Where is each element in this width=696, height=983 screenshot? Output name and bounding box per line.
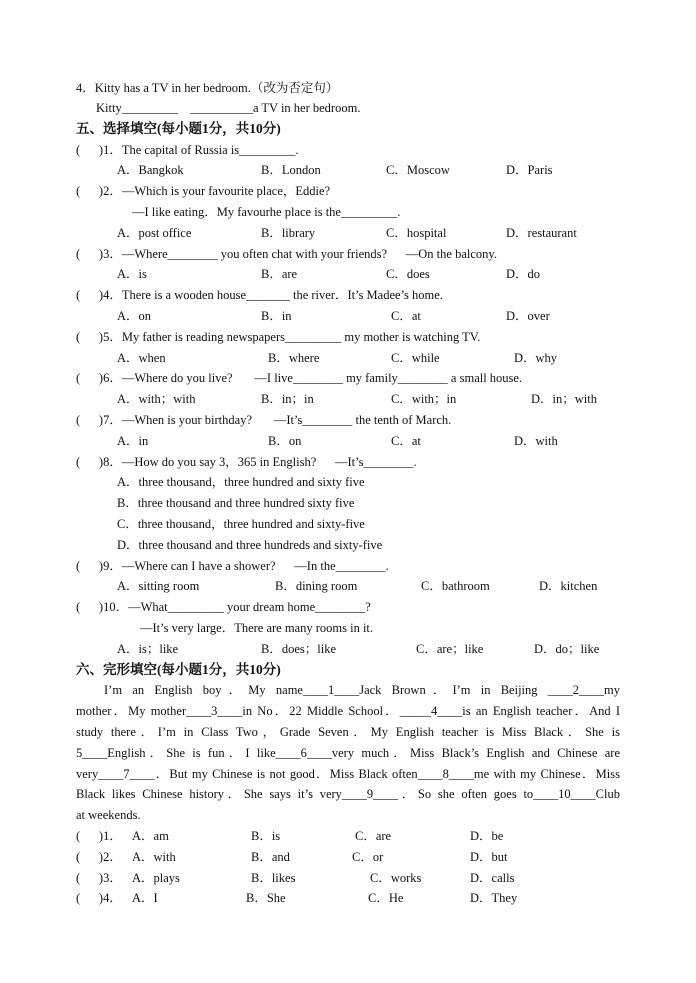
- mc-1-option-b: B．London: [261, 163, 321, 177]
- passage-line: study there．I’m in Class Two，Grade Seven．My English teacher is Miss Black．She is: [76, 725, 620, 739]
- mc-4-option-c: C．at: [391, 309, 421, 323]
- mc-3-option-b: B．are: [261, 267, 298, 281]
- cloze-2-option-c: C．or: [352, 850, 384, 864]
- mc-1-option-a: A．Bangkok: [117, 163, 184, 177]
- mc-question-6: ( )6．—Where do you live? —I live________ my family________ a small house.: [76, 371, 523, 385]
- cloze-4-option-d: D．They: [470, 891, 518, 905]
- mc-9-option-a: A．sitting room: [117, 579, 200, 593]
- cloze-1-option-c: C．are: [355, 829, 392, 843]
- mc-question-2-line2: —I like eating．My favourhe place is the_________.: [132, 205, 401, 219]
- mc-6-option-b: B．in；in: [261, 392, 314, 406]
- mc-2-option-b: B．library: [261, 226, 316, 240]
- mc-4-option-d: D．over: [506, 309, 550, 323]
- cloze-question-3: ( )3．: [76, 871, 122, 885]
- mc-7-option-c: C．at: [391, 434, 421, 448]
- passage-line: 5____English．She is fun．I like____6____very much．Miss Black’s English and Chinese are: [76, 746, 620, 760]
- cloze-1-option-a: A．am: [132, 829, 169, 843]
- mc-10-option-b: B．does；like: [261, 642, 336, 656]
- cloze-question-4: ( )4．: [76, 891, 122, 905]
- cloze-4-option-a: A．I: [132, 891, 158, 905]
- cloze-question-2: ( )2．: [76, 850, 122, 864]
- mc-2-option-a: A．post office: [117, 226, 192, 240]
- mc-question-1: ( )1．The capital of Russia is_________.: [76, 143, 299, 157]
- mc-5-option-d: D．why: [514, 351, 558, 365]
- passage-line: Black likes Chinese history．She says it’s very____9____．So she often goes to____10____Club: [76, 787, 620, 801]
- passage-line: at weekends.: [76, 808, 141, 822]
- mc-3-option-d: D．do: [506, 267, 541, 281]
- cloze-3-option-b: B．likes: [251, 871, 296, 885]
- mc-7-option-b: B．on: [268, 434, 302, 448]
- cloze-4-option-c: C．He: [368, 891, 404, 905]
- mc-5-option-a: A．when: [117, 351, 166, 365]
- mc-9-option-c: C．bathroom: [421, 579, 490, 593]
- cloze-4-option-b: B．She: [246, 891, 286, 905]
- cloze-question-1: ( )1．: [76, 829, 122, 843]
- mc-9-option-d: D．kitchen: [539, 579, 598, 593]
- cloze-2-option-b: B．and: [251, 850, 290, 864]
- passage-line: I’m an English boy．My name____1____Jack Brown．I’m in Beijing ____2____my: [104, 683, 620, 697]
- cloze-2-option-d: D．but: [470, 850, 508, 864]
- mc-5-option-c: C．while: [391, 351, 440, 365]
- mc-8-option-b: B．three thousand and three hundred sixty five: [117, 496, 355, 510]
- mc-question-8: ( )8．—How do you say 3，365 in English? —It’s________.: [76, 455, 417, 469]
- cloze-3-option-a: A．plays: [132, 871, 180, 885]
- mc-10-option-c: C．are；like: [416, 642, 484, 656]
- mc-8-option-a: A．three thousand，three hundred and sixty five: [117, 475, 365, 489]
- mc-question-9: ( )9．—Where can I have a shower? —In the________.: [76, 559, 389, 573]
- mc-7-option-d: D．with: [514, 434, 558, 448]
- mc-question-10: ( )10．—What_________ your dream home________?: [76, 600, 371, 614]
- mc-question-5: ( )5．My father is reading newspapers_________ my mother is watching TV.: [76, 330, 481, 344]
- passage-line: mother．My mother____3____in No．22 Middle School．_____4____is an English teacher．And I: [76, 704, 620, 718]
- mc-8-option-c: C．three thousand，three hundred and sixty-five: [117, 517, 365, 531]
- mc-6-option-c: C．with；in: [391, 392, 457, 406]
- mc-6-option-d: D．in；with: [531, 392, 597, 406]
- mc-10-option-a: A．is；like: [117, 642, 179, 656]
- section-6-heading: 六、完形填空(每小题1分，共10分): [76, 662, 281, 677]
- question-4-answer-line: Kitty_________ __________a TV in her bedroom.: [96, 101, 361, 115]
- mc-5-option-b: B．where: [268, 351, 320, 365]
- mc-3-option-a: A．is: [117, 267, 147, 281]
- mc-1-option-d: D．Paris: [506, 163, 553, 177]
- mc-1-option-c: C．Moscow: [386, 163, 450, 177]
- mc-question-10-line2: —It’s very large．There are many rooms in it.: [140, 621, 374, 635]
- mc-question-7: ( )7．—When is your birthday? —It’s________ the tenth of March.: [76, 413, 452, 427]
- mc-2-option-d: D．restaurant: [506, 226, 577, 240]
- mc-question-4: ( )4．There is a wooden house_______ the river．It’s Madee’s home.: [76, 288, 443, 302]
- cloze-1-option-b: B．is: [251, 829, 281, 843]
- cloze-2-option-a: A．with: [132, 850, 176, 864]
- mc-3-option-c: C．does: [386, 267, 430, 281]
- cloze-3-option-d: D．calls: [470, 871, 515, 885]
- passage-line: very____7____．But my Chinese is not good．Miss Black often____8____me with my Chinese．Miss: [76, 767, 620, 781]
- section-5-heading: 五、选择填空(每小题1分，共10分): [76, 121, 281, 136]
- mc-9-option-b: B．dining room: [275, 579, 358, 593]
- mc-2-option-c: C．hospital: [386, 226, 447, 240]
- mc-question-3: ( )3．—Where________ you often chat with your friends? —On the balcony.: [76, 247, 497, 261]
- mc-4-option-b: B．in: [261, 309, 292, 323]
- question-4-text: 4．Kitty has a TV in her bedroom.（改为否定句）: [76, 81, 339, 95]
- mc-question-2: ( )2．—Which is your favourite place，Eddie?: [76, 184, 331, 198]
- mc-8-option-d: D．three thousand and three hundreds and sixty-five: [117, 538, 383, 552]
- mc-4-option-a: A．on: [117, 309, 152, 323]
- mc-6-option-a: A．with；with: [117, 392, 196, 406]
- mc-7-option-a: A．in: [117, 434, 149, 448]
- cloze-3-option-c: C．works: [370, 871, 422, 885]
- mc-10-option-d: D．do；like: [534, 642, 600, 656]
- cloze-1-option-d: D．be: [470, 829, 504, 843]
